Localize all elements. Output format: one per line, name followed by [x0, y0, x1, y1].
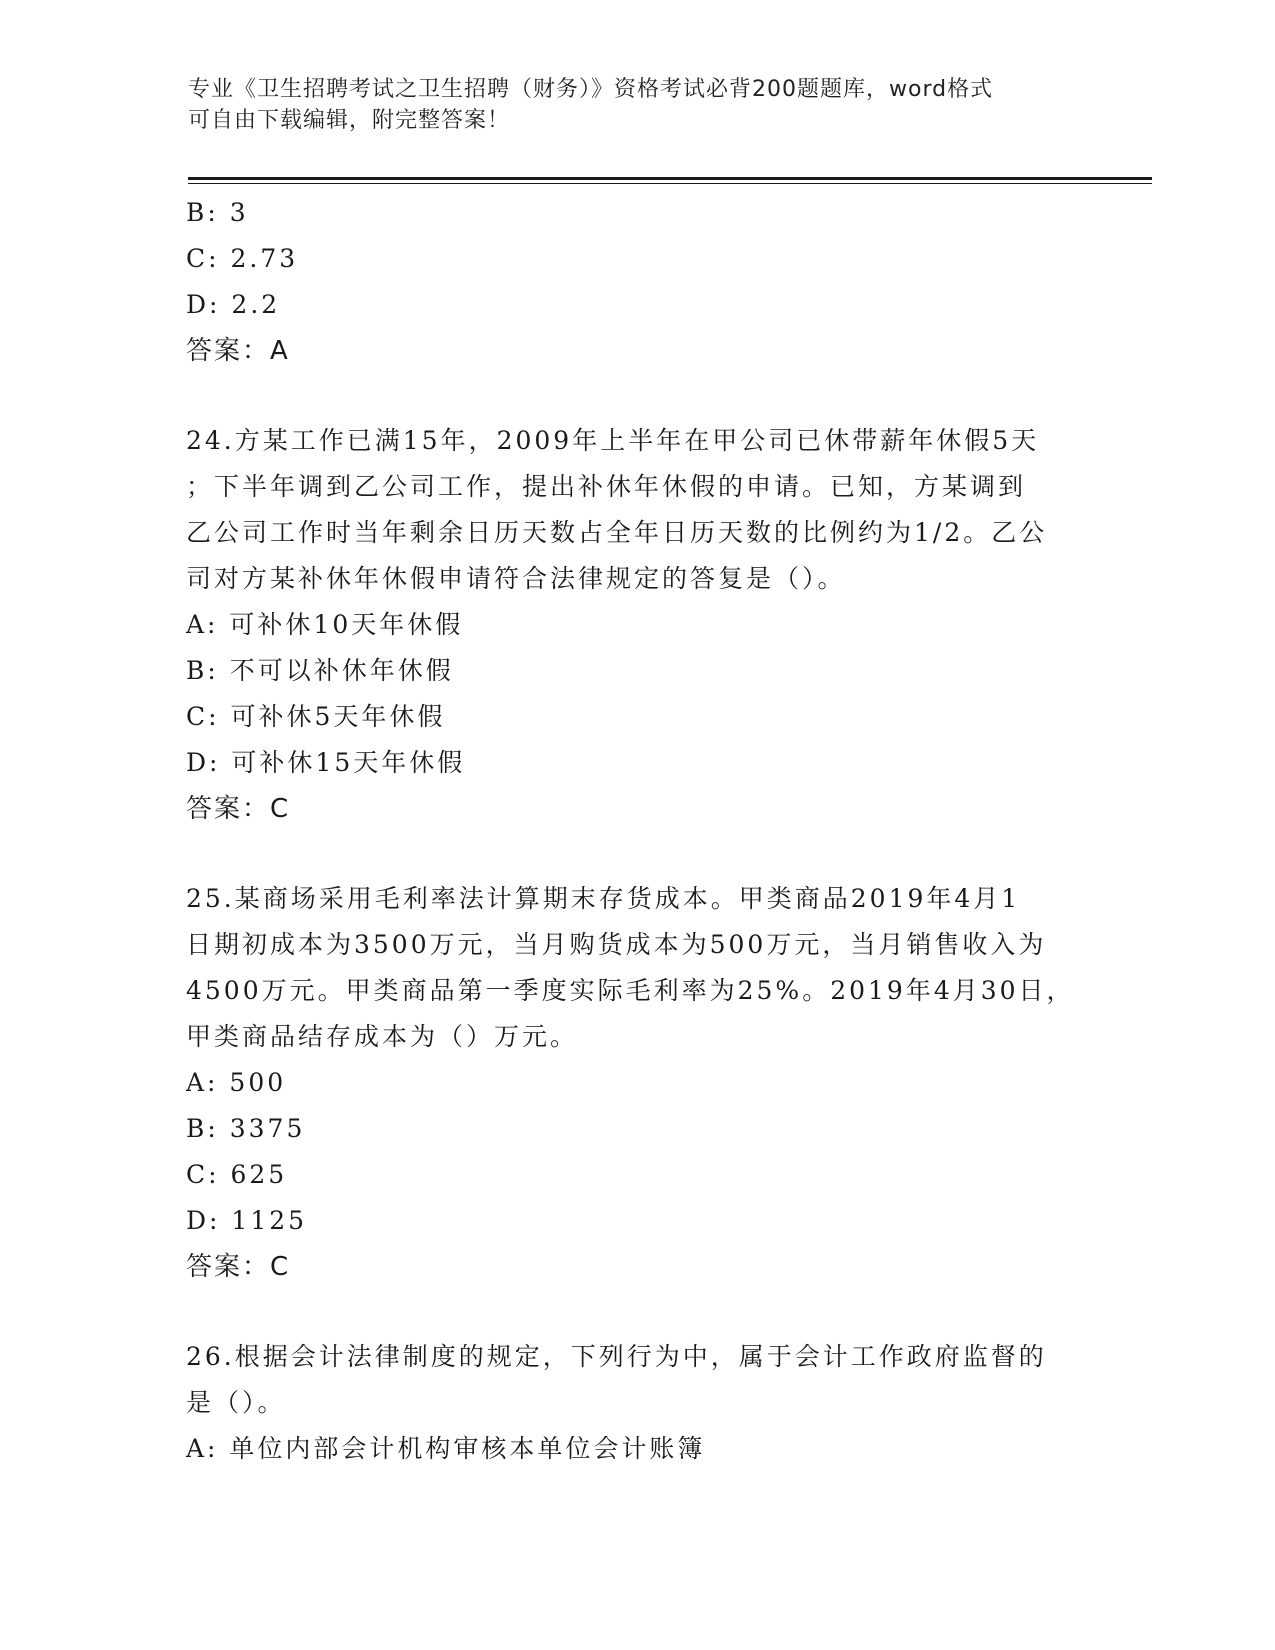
- question-text-line: 是（）。: [186, 1388, 286, 1417]
- option-b: B: 3375: [186, 1114, 306, 1143]
- option-c: C: 2.73: [186, 244, 299, 273]
- question-text-line: 25.某商场采用毛利率法计算期末存货成本。甲类商品2019年4月1: [186, 884, 1021, 913]
- question-26: [186, 1334, 1086, 1472]
- header-line-2: 可自由下载编辑，附完整答案！: [188, 108, 511, 133]
- option-a: A: 可补休10天年休假: [186, 610, 464, 639]
- question-24: [186, 418, 1086, 832]
- option-d: D: 可补休15天年休假: [186, 748, 466, 777]
- partial-question: [186, 190, 1086, 374]
- question-text-line: 26.根据会计法律制度的规定，下列行为中，属于会计工作政府监督的: [186, 1342, 1047, 1371]
- option-a: A: 单位内部会计机构审核本单位会计账簿: [186, 1434, 706, 1463]
- option-d: D: 1125: [186, 1206, 308, 1235]
- question-text-line: 乙公司工作时当年剩余日历天数占全年日历天数的比例约为1/2。乙公: [186, 518, 1048, 547]
- question-25: [186, 876, 1086, 1290]
- header-divider-thick: [188, 177, 1152, 180]
- question-text-line: ；下半年调到乙公司工作，提出补休年休假的申请。已知，方某调到: [186, 472, 1027, 501]
- option-c: C: 625: [186, 1160, 288, 1189]
- question-text-line: 日期初成本为3500万元，当月购货成本为500万元，当月销售收入为: [186, 930, 1047, 959]
- question-content: [186, 190, 1086, 1472]
- question-text-line: 24.方某工作已满15年，2009年上半年在甲公司已休带薪年休假5天: [186, 426, 1040, 455]
- header-divider-thin: [188, 183, 1152, 184]
- question-text-line: 4500万元。甲类商品第一季度实际毛利率为25%。2019年4月30日，: [186, 976, 1075, 1005]
- option-d: D: 2.2: [186, 290, 281, 319]
- option-b: B: 3: [186, 198, 249, 227]
- question-text-line: 司对方某补休年休假申请符合法律规定的答复是（）。: [186, 564, 846, 593]
- document-header: [188, 74, 1088, 136]
- answer-line: 答案：A: [186, 336, 290, 366]
- header-line-1: 专业《卫生招聘考试之卫生招聘（财务）》资格考试必背200题题库，word格式: [188, 77, 994, 102]
- question-text-line: 甲类商品结存成本为（）万元。: [186, 1022, 579, 1051]
- answer-line: 答案：C: [186, 794, 291, 824]
- option-b: B: 不可以补休年休假: [186, 656, 454, 685]
- answer-line: 答案：C: [186, 1252, 291, 1282]
- option-a: A: 500: [186, 1068, 287, 1097]
- option-c: C: 可补休5天年休假: [186, 702, 446, 731]
